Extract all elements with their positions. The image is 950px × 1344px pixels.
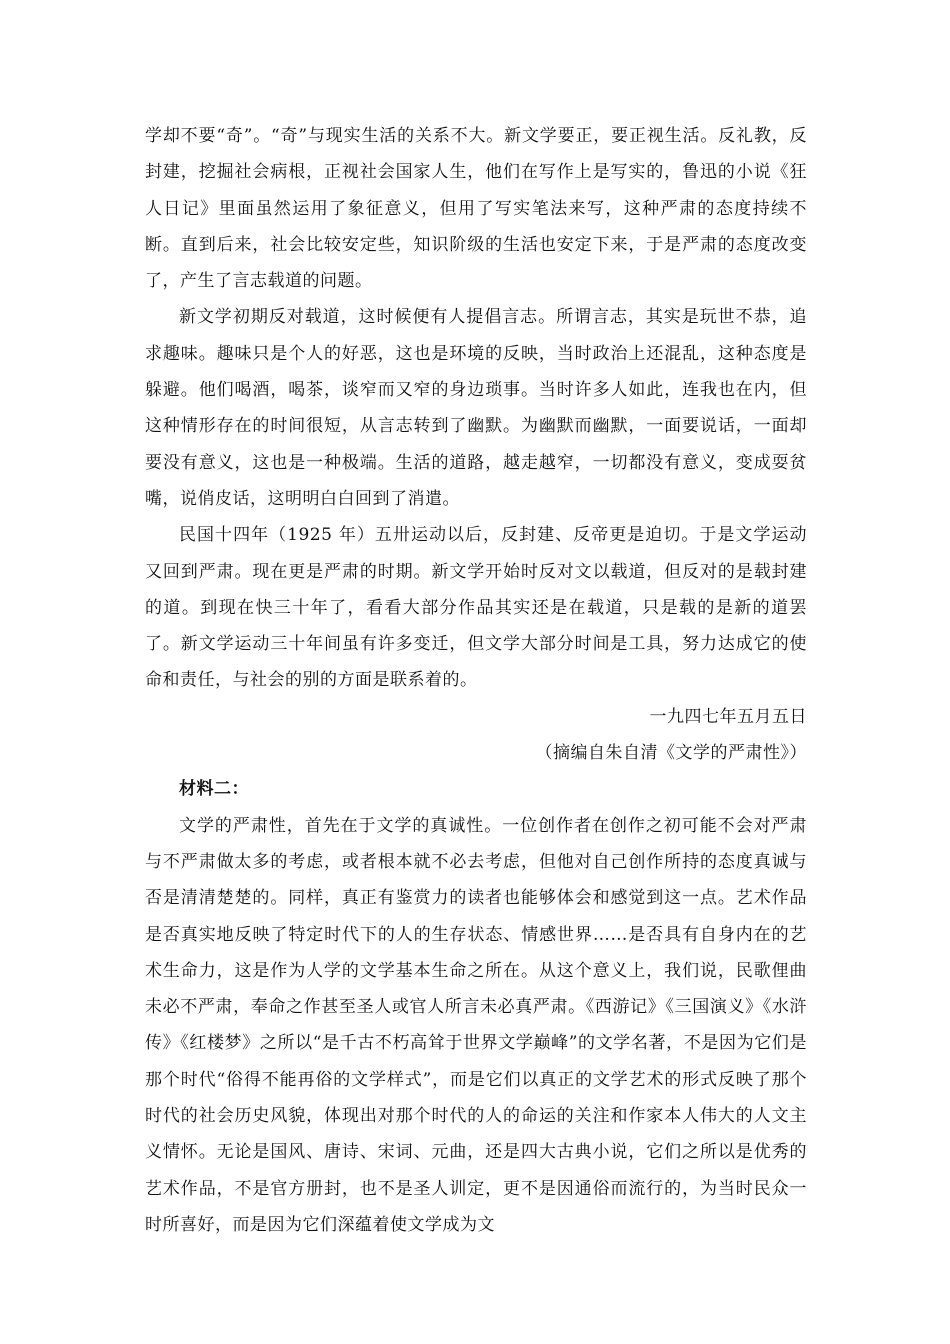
source-citation: （摘编自朱自清《文学的严肃性》） — [535, 743, 807, 764]
paragraph-continued: 学却不要“奇”。“奇”与现实生活的关系不大。新文学要正，要正视生活。反礼教，反封建，挖掘社会病根，正视社会国家人生，他们在写作上是写实的，鲁迅的小说《狂人日记》里面虽然运用了象征意义，但用了写实笔法来写，这种严肃的态度持续不断。直到后来，社会比较安定些，知识阶级的生活也安定下来，于是严肃的态度改变了，产生了言志载道的问题。 — [145, 126, 807, 292]
paragraph-material-two: 文学的严肃性，首先在于文学的真诚性。一位创作者在创作之初可能不会对严肃与不严肃做太多的考虑，或者根本就不必去考虑，但他对自己创作所持的态度真诚与否是清清楚楚的。同样，真正有鉴赏力的读者也能够体会和感觉到这一点。艺术作品是否真实地反映了特定时代下的人的生存状态、情感世界……是否具有自身内在的艺术生命力，这是作为人学的文学基本生命之所在。从这个意义上，我们说，民歌俚曲未必不严肃，奉命之作甚至圣人或官人所言未必真严肃。《西游记》《三国演义》《水浒传》《红楼梦》之所以“是千古不朽高耸于世界文学巅峰”的文学名著，不是因为它们是那个时代“俗得不能再俗的文学样式”，而是它们以真正的文学艺术的形式反映了那个时代的社会历史风貌，体现出对那个时代的人的命运的关注和作家本人伟大的人文主义情怀。无论是国风、唐诗、宋词、元曲，还是四大古典小说，它们之所以是优秀的艺术作品，不是官方册封，也不是圣人训定，更不是因通俗而流行的，为当时民众一时所喜好，而是因为它们深蕴着使文学成为文 — [145, 815, 807, 1235]
paragraph-wusa: 民国十四年（1925 年）五卅运动以后，反封建、反帝更是迫切。于是文学运动又回到严肃。现在更是严肃的时期。新文学开始时反对文以载道，但反对的是载封建的道。到现在快三十年了，看看大部分作品其实还是在载道，只是载的是新的道罢了。新文学运动三十年间虽有许多变迁，但文学大部分时间是工具，努力达成它的使命和责任，与社会的别的方面是联系着的。 — [145, 525, 807, 691]
paragraph-yanzhi: 新文学初期反对载道，这时候便有人提倡言志。所谓言志，其实是玩世不恭，追求趣味。趣味只是个人的好恶，这也是环境的反映，当时政治上还混乱，这种态度是躲避。他们喝酒，喝茶，谈窄而又窄的身边琐事。当时许多人如此，连我也在内，但这种情形存在的时间很短，从言志转到了幽默。为幽默而幽默，一面要说话，一面却要没有意义，这也是一种极端。生活的道路，越走越窄，一切都没有意义，变成耍贫嘴，说俏皮话，这明明白白回到了消遣。 — [145, 307, 807, 509]
date-line: 一九四七年五月五日 — [649, 706, 807, 727]
material-two-heading: 材料二： — [179, 779, 249, 800]
document-page — [145, 118, 807, 1243]
